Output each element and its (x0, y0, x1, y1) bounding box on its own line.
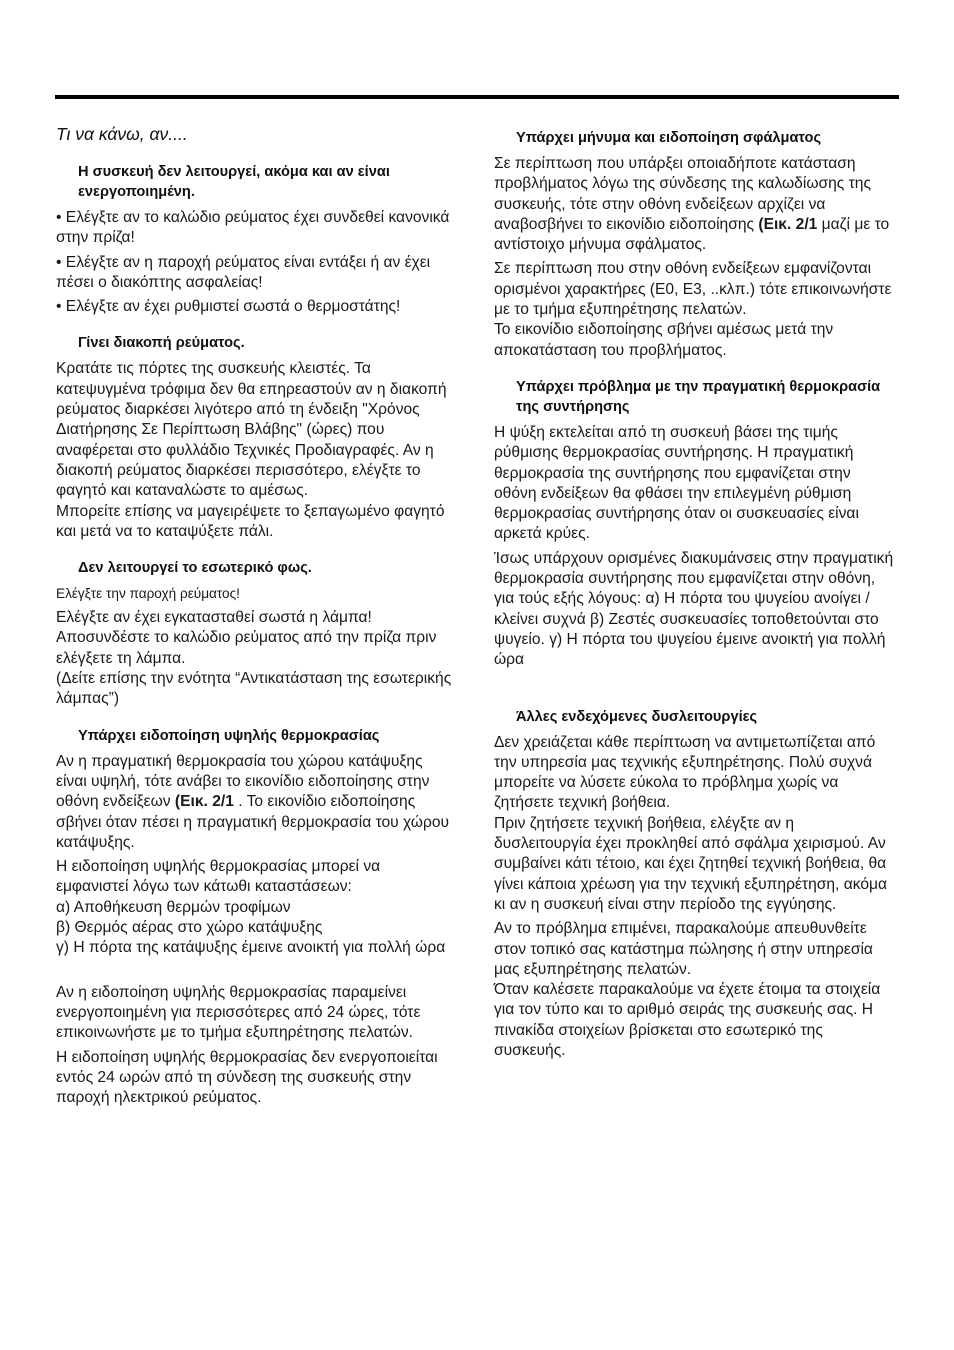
list-item: γ) Η πόρτα της κατάψυξης έμεινε ανοικτή για πολλή ώρα (56, 939, 446, 957)
paragraph (56, 359, 456, 542)
right-column (494, 128, 894, 1077)
section-interior-light (56, 558, 456, 709)
paragraph (56, 857, 456, 958)
bullet-item: • Ελέγξτε αν έχει ρυθμιστεί σωστά ο θερμοστάτης! (56, 298, 401, 316)
section-power-cut (56, 333, 456, 542)
paragraph (494, 919, 894, 1061)
paragraph-small: Ελέγξτε την παροχή ρεύματος! (56, 586, 240, 602)
figure-reference: (Εικ. 2/1 (758, 215, 818, 233)
figure-reference: (Εικ. 2/1 (174, 793, 234, 811)
paragraph-text: Αν η πραγματική θερμοκρασία του χώρου κατάψυξης είναι υψηλή, τότε ανάβει το εικονίδιο ειδοποίησης στην οθόνη ενδείξεων (56, 752, 430, 811)
section-fridge-temp (494, 377, 894, 671)
paragraph (494, 733, 894, 916)
section-not-working (56, 162, 456, 317)
paragraph-text: Σε περίπτωση που υπάρξει οποιαδήποτε κατάσταση προβλήματος λόγω της σύνδεσης της καλωδίωσης της συσκευής, τότε στην οθόνη ενδείξεων αρχίζει να αναβοσβήνει το εικονίδιο ειδοποίησης (494, 155, 871, 233)
paragraph-text: Ελέγξτε αν έχει εγκατασταθεί σωστά η λάμπα! Αποσυνδέστε το καλώδιο ρεύματος από την πρίζα πριν ελέγξετε τη λάμπα. (56, 609, 437, 667)
section-heading: Υπάρχει ειδοποίηση υψηλής θερμοκρασίας (78, 727, 380, 744)
left-column (56, 120, 456, 1124)
paragraph-text: Το εικονίδιο ειδοποίησης σβήνει αμέσως μετά την αποκατάσταση του προβλήματος. (494, 321, 834, 359)
list-item: α) Αποθήκευση θερμών τροφίμων (56, 898, 291, 916)
top-rule (55, 95, 899, 99)
paragraph-text: Πριν ζητήσετε τεχνική βοήθεια, ελέγξτε αν η δυσλειτουργία έχει προκληθεί από σφάλμα χειρισμού. Αν συμβαίνει κάτι τέτοιο, και έχει ζητηθεί τεχνική βοήθεια, θα γίνει κάποια χρέωση για την τεχνική εξυπηρέτηση, ακόμα κι αν η συσκευή είναι στην περίοδο της εγγύησης. (494, 814, 887, 913)
paragraph-text: Δεν χρειάζεται κάθε περίπτωση να αντιμετωπίζεται από την υπηρεσία μας τεχνικής εξυπηρέτησης. Πολύ συχνά μπορείτε να λύσετε εύκολα το πρόβλημα χωρίς να ζητήσετε τεχνική βοήθεια. (494, 733, 876, 812)
paragraph (494, 259, 894, 360)
bullet-item: • Ελέγξτε αν η παροχή ρεύματος είναι εντάξει ή αν έχει πέσει ο διακόπτης ασφαλείας! (56, 253, 431, 291)
section-heading: Άλλες ενδεχόμενες δυσλειτουργίες (516, 708, 758, 725)
paragraph-text: Η ειδοποίηση υψηλής θερμοκρασίας μπορεί να εμφανιστεί λόγω των κάτωθι καταστάσεων: (56, 858, 381, 896)
paragraph: Αν η ειδοποίηση υψηλής θερμοκρασίας παραμείνει ενεργοποιημένη για περισσότερες από 24 ώρες, τότε επικοινωνήστε με το τμήμα εξυπηρέτησης πελατών. (56, 983, 421, 1042)
paragraph: Η ψύξη εκτελείται από τη συσκευή βάσει της τιμής ρύθμισης θερμοκρασίας συντήρησης. Η πραγματική θερμοκρασία της συντήρησης που εμφανίζεται στην οθόνη ενδείξεων θα φθάσει την επιλεγμένη ρύθμιση θερμοκρασίας συντήρησης όταν οι συσκευασίες είναι αρκετά κρύες. (494, 423, 859, 543)
paragraph-text: μαζί με το αντίστοιχο μήνυμα σφάλματος. (494, 215, 890, 254)
paragraph (56, 608, 456, 709)
paragraph-text: (Δείτε επίσης την ενότητα “Αντικατάσταση της εσωτερικής λάμπας”) (56, 670, 452, 708)
paragraph-text: Όταν καλέσετε παρακαλούμε να έχετε έτοιμα τα στοιχεία για τον τύπο και το αριθμό σειράς της συσκευής σας. Η πινακίδα στοιχείων βρίσκεται στο εσωτερικό της συσκευής. (494, 981, 881, 1059)
paragraph: Ίσως υπάρχουν ορισμένες διακυμάνσεις στην πραγματική θερμοκρασία συντήρησης που εμφανίζεται στην οθόνη, για τούς εξής λόγους: α) Η πόρτα του ψυγείου ανοίγει / κλείνει συχνά β) Ζεστές συσκευασίες τοποθετούνται στο ψυγείο. γ) Η πόρτα του ψυγείου έμεινε ανοικτή για πολλή ώρα (494, 549, 894, 669)
section-other-faults (494, 707, 894, 1062)
paragraph-text: Κρατάτε τις πόρτες της συσκευής κλειστές. Τα κατεψυγμένα τρόφιμα δεν θα επηρεαστούν αν η διακοπή ρεύματος διαρκέσει λιγότερο από τη ένδειξη "Χρόνος Διατήρησης Σε Περίπτωση Βλάβης" (ώρες) που αναφέρεται στο φυλλάδιο Τεχνικές Προδιαγραφές. Αν η διακοπή ρεύματος διαρκέσει περισσότερο, ελέγξτε το φαγητό και καταναλώστε το αμέσως. (56, 360, 447, 500)
spacer (56, 963, 456, 983)
section-heading: Δεν λειτουργεί το εσωτερικό φως. (78, 560, 312, 577)
section-heading: Υπάρχει πρόβλημα με την πραγματική θερμοκρασία της συντήρησης (516, 378, 881, 415)
paragraph-text: . Το εικονίδιο ειδοποίησης σβήνει όταν πέσει η πραγματική θερμοκρασία του χώρου κατάψυξης. (56, 793, 450, 851)
paragraph (56, 752, 456, 853)
section-high-temp (56, 726, 456, 1109)
paragraph-text: Αν το πρόβλημα επιμένει, παρακαλούμε απευθυνθείτε στον τοπικό σας κατάστημα πώλησης ή στην υπηρεσία μας εξυπηρέτησης πελατών. (494, 920, 873, 978)
paragraph (494, 154, 894, 255)
page-title: Τι να κάνω, αν.... (56, 124, 188, 144)
spacer (494, 687, 894, 707)
paragraph-text: Σε περίπτωση που στην οθόνη ενδείξεων εμφανίζονται ορισμένοι χαρακτήρες (E0, E3, ..κλπ.) τότε επικοινωνήστε με το τμήμα εξυπηρέτησης πελατών. (494, 260, 892, 319)
section-error-message (494, 128, 894, 361)
section-heading: Υπάρχει μήνυμα και ειδοποίηση σφάλματος (516, 130, 822, 146)
section-heading: Η συσκευή δεν λειτουργεί, ακόμα και αν είναι ενεργοποιημένη. (78, 164, 390, 200)
paragraph: Η ειδοποίηση υψηλής θερμοκρασίας δεν ενεργοποιείται εντός 24 ωρών από τη σύνδεση της συσκευής στην παροχή ηλεκτρικού ρεύματος. (56, 1048, 438, 1107)
bullet-item: • Ελέγξτε αν το καλώδιο ρεύματος έχει συνδεθεί κανονικά στην πρίζα! (56, 209, 450, 247)
section-heading: Γίνει διακοπή ρεύματος. (78, 335, 245, 352)
list-item: β) Θερμός αέρας στο χώρο κατάψυξης (56, 919, 323, 937)
paragraph-text: Μπορείτε επίσης να μαγειρέψετε το ξεπαγωμένο φαγητό και μετά να το καταψύξετε πάλι. (56, 502, 445, 540)
